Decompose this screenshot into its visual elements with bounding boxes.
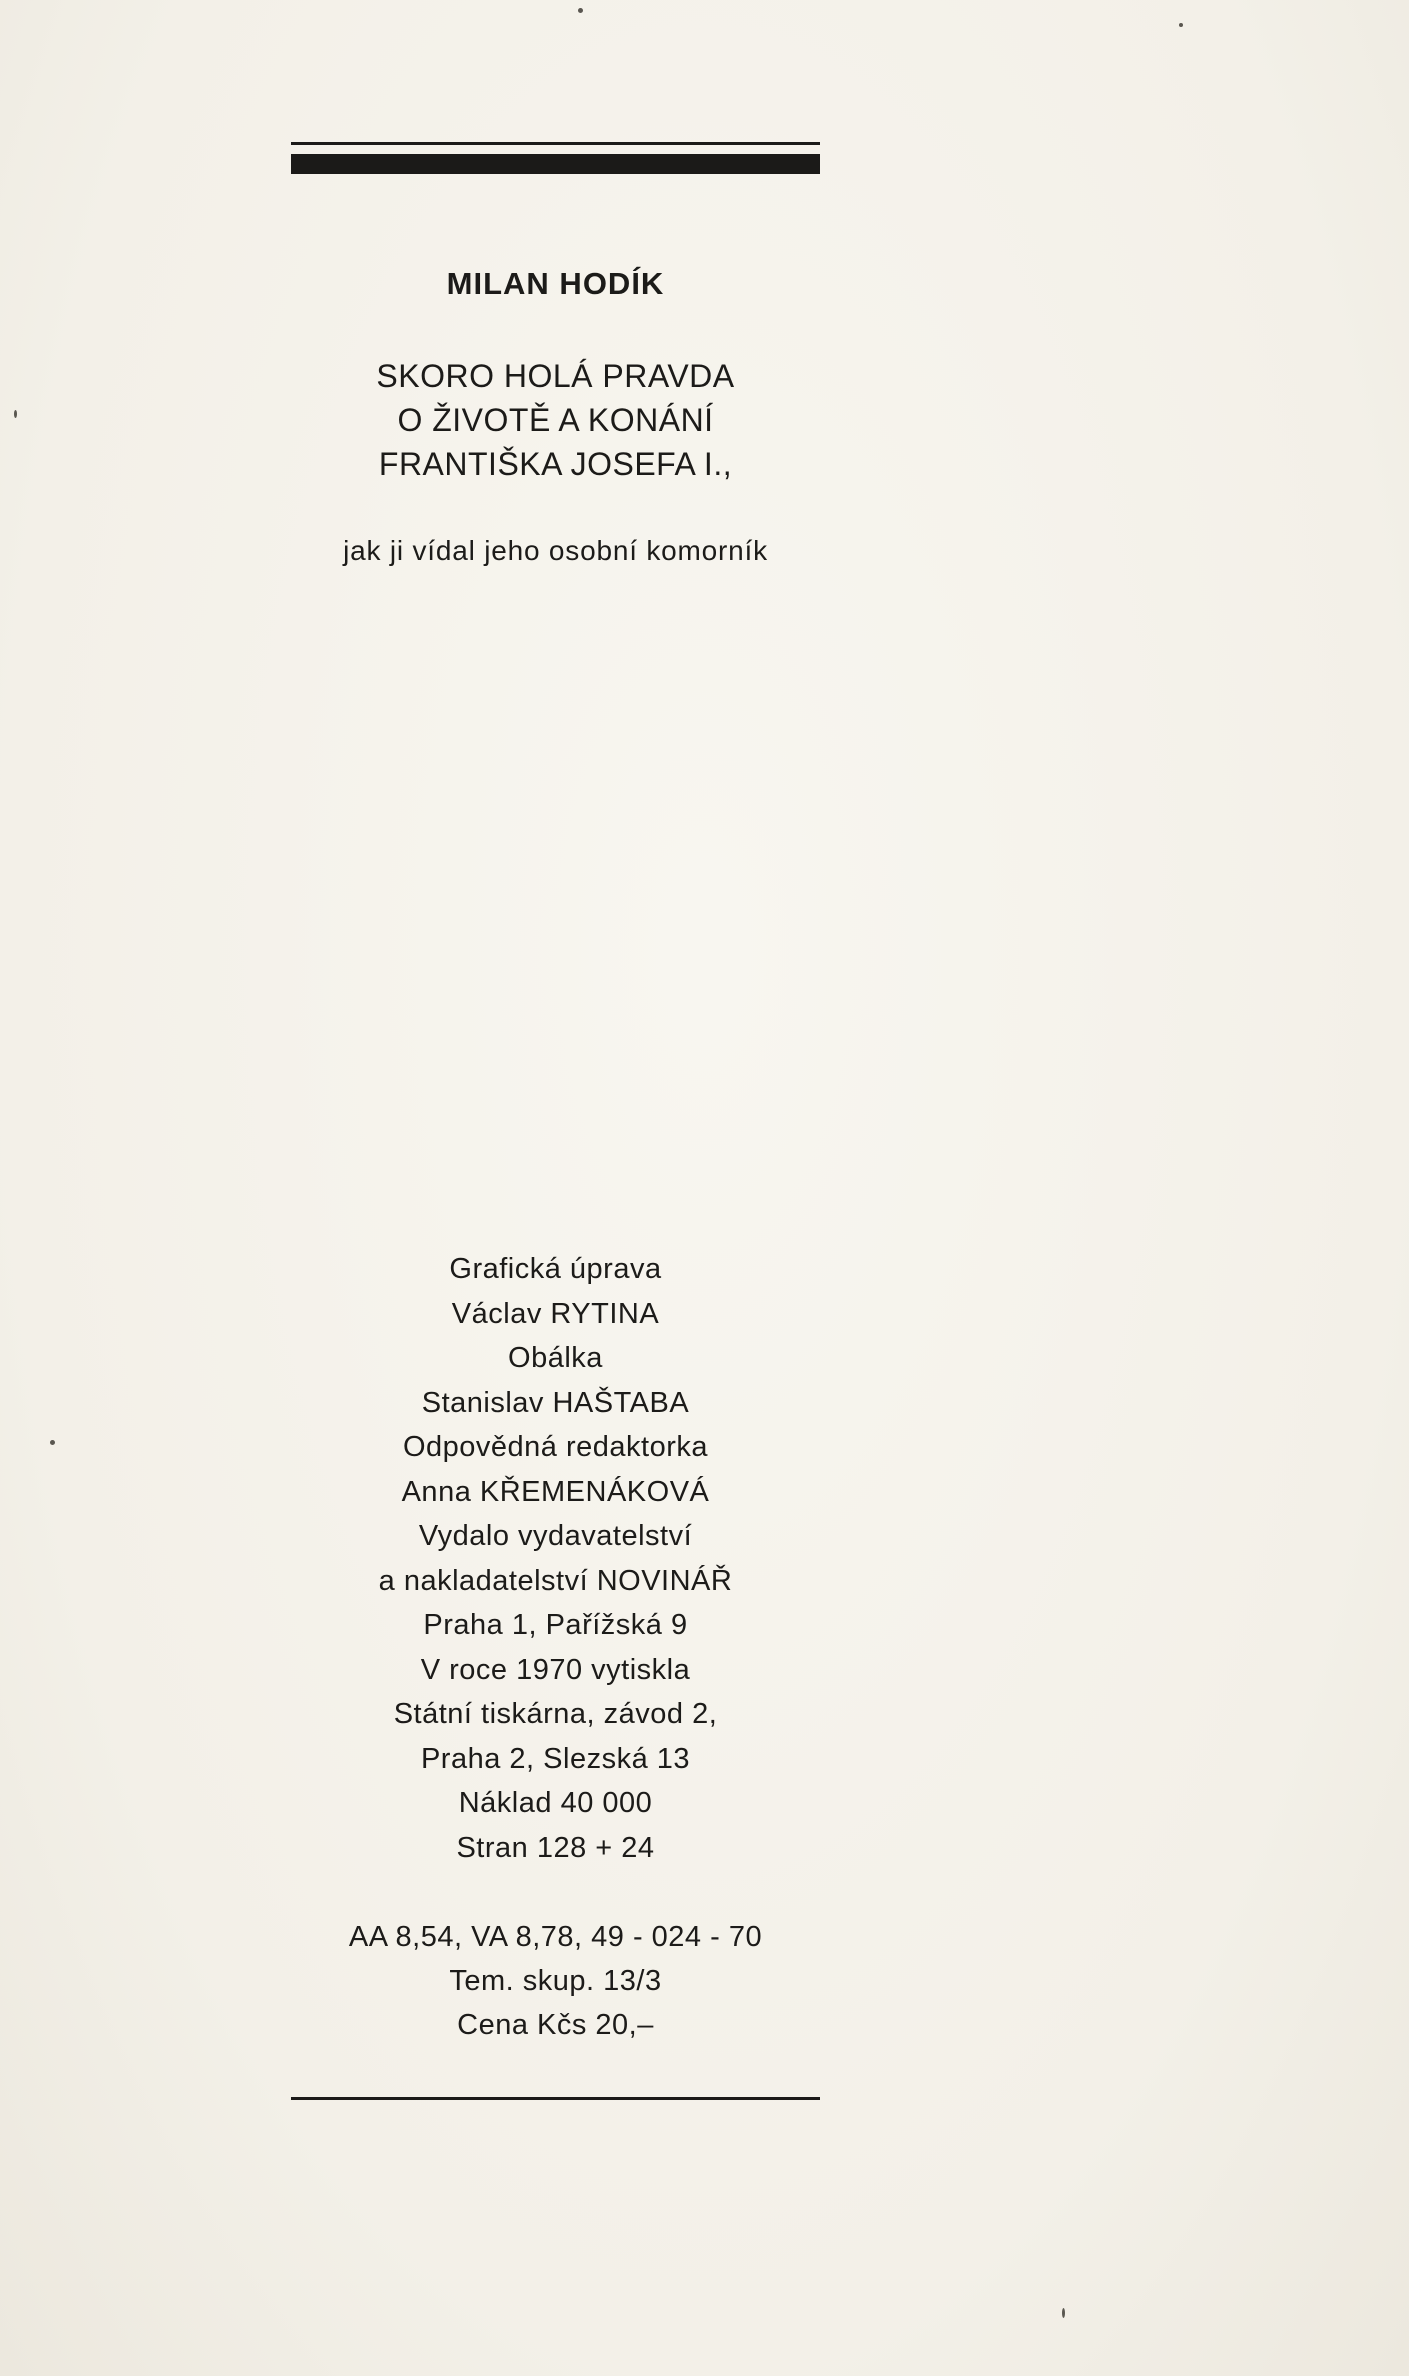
header-rule bbox=[291, 142, 820, 174]
colophon-line: V roce 1970 vytiskla bbox=[420, 1653, 691, 1686]
paper-speck bbox=[1179, 23, 1183, 27]
title-line: SKORO HOLÁ PRAVDA bbox=[376, 358, 735, 394]
header-thin-rule bbox=[291, 142, 820, 145]
title-line: FRANTIŠKA JOSEFA I., bbox=[378, 446, 733, 482]
colophon-line: Vydalo vydavatelství bbox=[418, 1520, 693, 1552]
colophon-line: Státní tiskárna, závod 2, bbox=[393, 1698, 718, 1730]
print-info bbox=[291, 1915, 820, 2047]
book-title bbox=[291, 354, 820, 486]
print-info-line: AA 8,54, VA 8,78, 49 - 024 - 70 bbox=[348, 1921, 763, 1953]
colophon-line: Václav RYTINA bbox=[451, 1297, 660, 1330]
paper-speck bbox=[50, 1440, 55, 1445]
colophon-line: Obálka bbox=[508, 1342, 603, 1374]
author-name: MILAN HODÍK bbox=[446, 266, 665, 301]
colophon-line: Anna KŘEMENÁKOVÁ bbox=[401, 1475, 710, 1508]
colophon bbox=[291, 1247, 820, 1870]
header-thick-bar bbox=[291, 154, 820, 174]
footer-rule bbox=[291, 2097, 820, 2100]
paper-speck bbox=[1062, 2308, 1065, 2318]
paper-speck bbox=[578, 8, 583, 13]
colophon-line: Grafická úprava bbox=[449, 1253, 662, 1285]
colophon-line: Praha 2, Slezská 13 bbox=[420, 1742, 691, 1775]
colophon-line: Praha 1, Pařížská 9 bbox=[423, 1609, 688, 1641]
colophon-line: Stanislav HAŠTABA bbox=[421, 1386, 690, 1419]
print-info-line: Cena Kčs 20,– bbox=[457, 2009, 654, 2041]
book-subtitle: jak ji vídal jeho osobní komorník bbox=[343, 535, 768, 566]
colophon-line: a nakladatelství NOVINÁŘ bbox=[378, 1564, 733, 1597]
paper-speck bbox=[14, 410, 17, 418]
colophon-line: Odpovědná redaktorka bbox=[402, 1431, 709, 1463]
colophon-line: Náklad 40 000 bbox=[458, 1787, 653, 1819]
title-line: O ŽIVOTĚ A KONÁNÍ bbox=[397, 402, 714, 438]
print-info-line: Tem. skup. 13/3 bbox=[449, 1965, 662, 1997]
colophon-line: Stran 128 + 24 bbox=[456, 1831, 655, 1864]
